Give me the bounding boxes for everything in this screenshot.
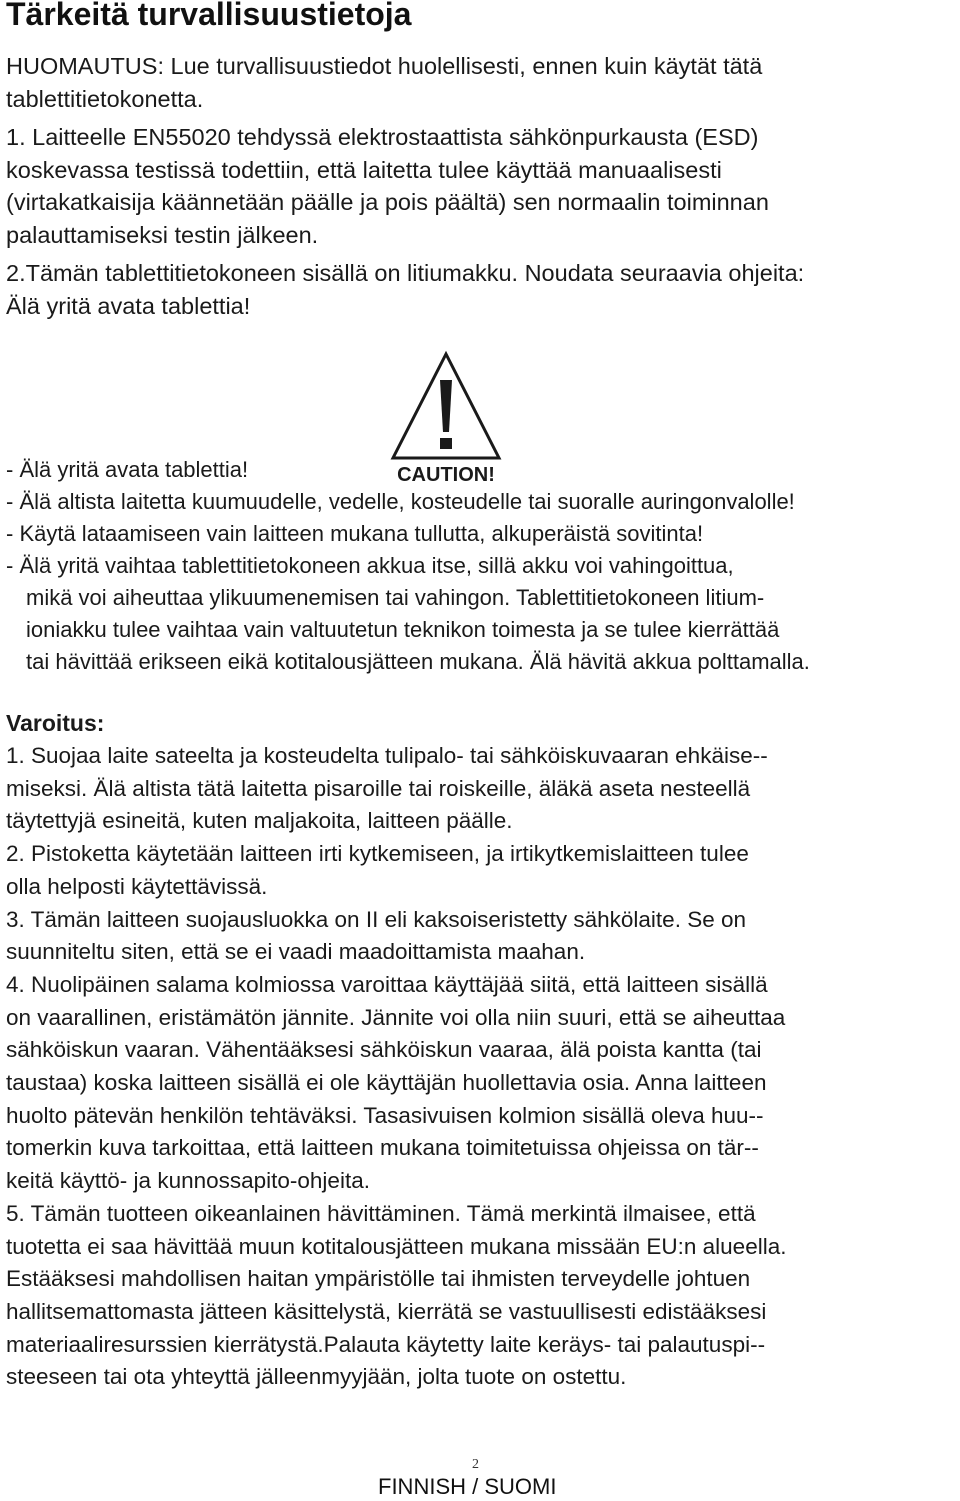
warning-line: tuotetta ei saa hävittää muun kotitalousjätteen mukana missään EU:n alueella.	[6, 1233, 787, 1259]
battery-instructions-list	[6, 454, 810, 678]
esd-paragraph-line: koskevassa testissä todettiin, että laitetta tulee käyttää manuaalisesti	[6, 156, 722, 183]
warning-line: 1. Suojaa laite sateelta ja kosteudelta tulipalo- tai sähköiskuvaaran ehkäise--	[6, 743, 768, 768]
list-item: - Älä altista laitetta kuumuudelle, vedelle, kosteudelle tai suoralle auringonvalolle!	[6, 489, 795, 514]
notice-section	[6, 50, 960, 322]
page-title: Tärkeitä turvallisuustietoja	[6, 0, 412, 32]
warning-line: olla helposti käytettävissä.	[6, 873, 268, 899]
notice-line: tablettitietokonetta.	[6, 85, 204, 112]
list-item-continuation: ioniakku tulee vaihtaa vain valtuutetun teknikon toimesta ja se tulee kierrättää	[26, 617, 780, 642]
warning-line: taustaa) koska laitteen sisällä ei ole käyttäjän huollettavia osia. Anna laitteen	[6, 1070, 767, 1096]
notice-line: HUOMAUTUS: Lue turvallisuustiedot huolellisesti, ennen kuin käytät tätä	[6, 53, 763, 79]
battery-paragraph-line: 2.Tämän tablettitietokoneen sisällä on litiumakku. Noudata seuraavia ohjeita:	[6, 260, 805, 286]
warning-line: 5. Tämän tuotteen oikeanlainen hävittäminen. Tämä merkintä ilmaisee, että	[6, 1200, 756, 1226]
list-item: - Käytä lataamiseen vain laitteen mukana tullutta, alkuperäistä sovitinta!	[6, 521, 704, 546]
warning-line: miseksi. Älä altista tätä laitetta pisaroille tai roiskeille, äläkä aseta nesteellä	[6, 775, 751, 801]
esd-paragraph-line: palauttamiseksi testin jälkeen.	[6, 221, 319, 248]
warning-line: täytettyjä esineitä, kuten maljakoita, laitteen päälle.	[6, 808, 513, 834]
battery-paragraph-line: Älä yritä avata tablettia!	[6, 292, 251, 319]
caution-label: CAUTION!	[397, 464, 495, 486]
warning-line: on vaarallinen, eristämätön jännite. Jännite voi olla niin suuri, että se aiheuttaa	[6, 1004, 786, 1030]
warning-line: suunniteltu siten, että se ei vaadi maadoittamista maahan.	[6, 939, 586, 965]
warning-line: huolto pätevän henkilön tehtäväksi. Tasasivuisen kolmion sisällä oleva huu--	[6, 1102, 764, 1128]
esd-paragraph-line: 1. Laitteelle EN55020 tehdyssä elektrostaattista sähkönpurkausta (ESD)	[6, 124, 759, 150]
warning-line: keitä käyttö- ja kunnossapito-ohjeita.	[6, 1168, 370, 1194]
warning-heading: Varoitus:	[6, 710, 105, 736]
warning-line: tomerkin kuva tarkoittaa, että laitteen mukana toimitetuissa ohjeissa on tär--	[6, 1135, 759, 1161]
warnings-section	[6, 740, 960, 1394]
warning-line: sähköiskun vaaran. Vähentääksesi sähköiskun vaaraa, älä poista kantta (tai	[6, 1037, 762, 1063]
list-item-continuation: tai hävittää erikseen eikä kotitalousjätteen mukana. Älä hävitä akkua polttamalla.	[26, 649, 810, 674]
page-number: 2	[472, 1457, 479, 1472]
warning-line: materiaaliresurssien kierrätystä.Palauta käytetty laite keräys- tai palautuspi--	[6, 1331, 766, 1357]
warning-line: hallitsemattomasta jätteen käsittelystä, kierrätä se vastuullisesti edistääksesi	[6, 1298, 767, 1324]
warning-line: 4. Nuolipäinen salama kolmiossa varoittaa käyttäjää siitä, että laitteen sisällä	[6, 971, 768, 997]
list-item-continuation: mikä voi aiheuttaa ylikuumenemisen tai vahingon. Tablettitietokoneen litium-	[26, 585, 765, 610]
footer-language: FINNISH / SUOMI	[378, 1474, 557, 1499]
list-item: - Älä yritä vaihtaa tablettitietokoneen akkua itse, sillä akku voi vahingoittua,	[6, 553, 734, 578]
warning-line: Estääksesi mahdollisen haitan ympäristölle tai ihmisten terveydelle johtuen	[6, 1266, 751, 1292]
list-item: - Älä yritä avata tablettia!	[6, 457, 249, 482]
esd-paragraph-line: (virtakatkaisija käännetään päälle ja pois päältä) sen normaalin toiminnan	[6, 189, 769, 215]
warning-line: 2. Pistoketta käytetään laitteen irti kytkemiseen, ja irtikytkemislaitteen tulee	[6, 841, 749, 867]
warning-line: steeseen tai ota yhteyttä jälleenmyyjään, jolta tuote on ostettu.	[6, 1364, 627, 1390]
warning-line: 3. Tämän laitteen suojausluokka on II eli kaksoiseristetty sähkölaite. Se on	[6, 906, 746, 932]
